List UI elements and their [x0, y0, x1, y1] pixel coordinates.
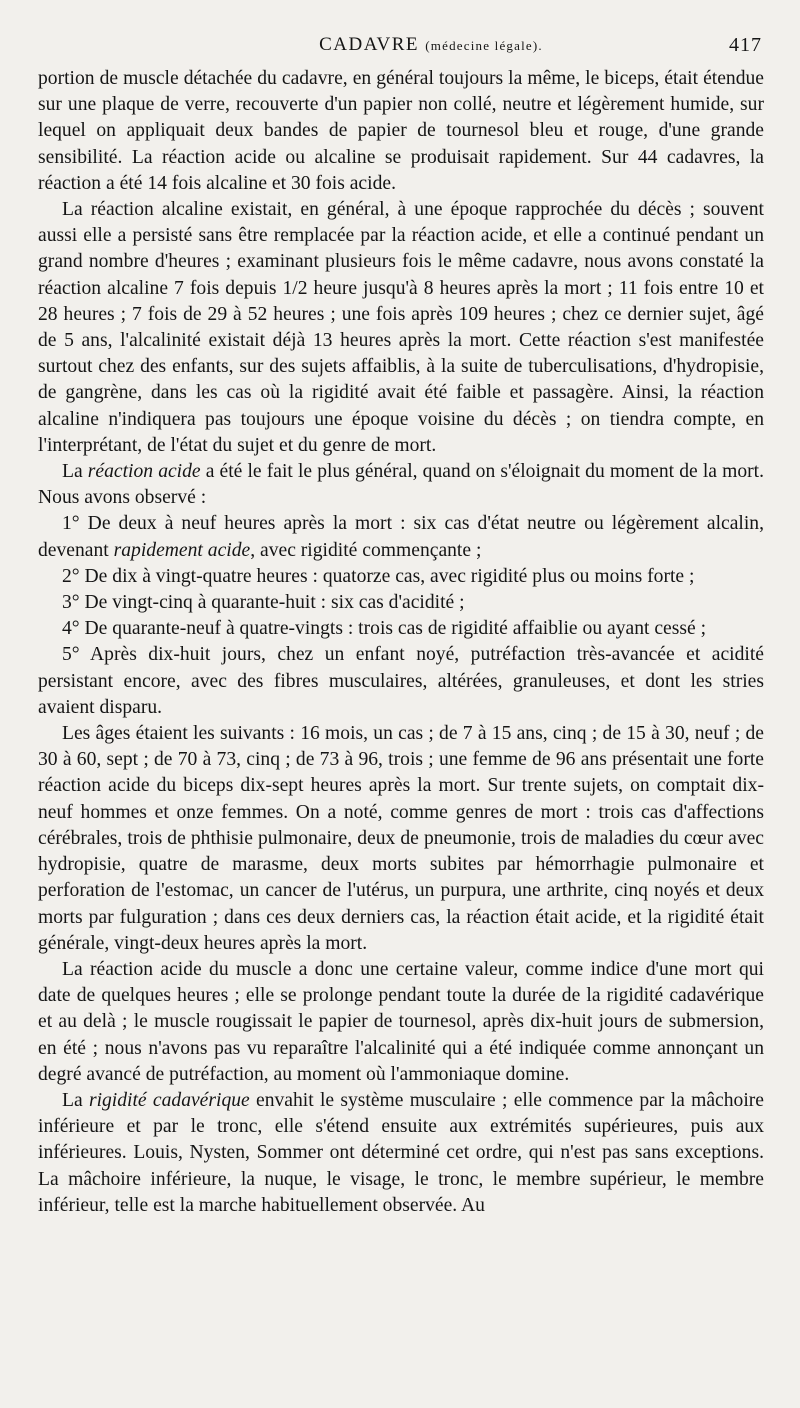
paragraph-5: La réaction acide du muscle a donc une certaine valeur, comme indice d'une mort qui date de quelques heures ; elle se prolonge pendant toute la durée de la rigidité cadavérique et au delà ; le muscle rougissait le papier de tournesol, après dix-huit jours de submersion, en été ; nous n'avons pas vu reparaître l'alcalinité qui a été indiquée comme annonçant un degré avancé de putréfaction, au moment où l'ammoniaque domine.	[38, 958, 764, 1085]
list-item-2: 2° De dix à vingt-quatre heures : quatorze cas, avec rigidité plus ou moins forte ;	[62, 565, 695, 587]
paragraph-3-rest: a été le fait le plus général, quand on s'éloignait du moment de la mort. Nous avons observé :	[38, 461, 764, 509]
running-title	[319, 30, 543, 61]
paragraph-1: portion de muscle détachée du cadavre, en général toujours la même, le biceps, était étendue sur une plaque de verre, recouverte d'un papier non collé, neutre et légèrement humide, sur lequel on appliquait deux bandes de papier de tournesol bleu et rouge, d'une grande sensibilité. La réaction acide ou alcaline se produisait rapidement. Sur 44 cadavres, la réaction a été 14 fois alcaline et 30 fois acide.	[38, 68, 764, 194]
page-number: 417	[729, 34, 762, 56]
running-title-sub: (médecine légale).	[425, 38, 543, 53]
paragraph-3-lead: La	[62, 461, 88, 483]
body-text	[38, 66, 764, 1219]
paragraph-2: La réaction alcaline existait, en général, à une époque rapprochée du décès ; souvent aussi elle a persisté sans être remplacée par la réaction acide, et elle a continué pendant un grand nombre d'heures ; examinant plusieurs fois le même cadavre, nous avons constaté la réaction alcaline 7 fois depuis 1/2 heure jusqu'à 8 heures après la mort ; 11 fois entre 10 et 28 heures ; 7 fois de 29 à 52 heures ; une fois après 109 heures ; chez ce dernier sujet, âgé de 5 ans, l'alcalinité existait déjà 13 heures après la mort. Cette réaction s'est manifestée surtout chez des enfants, sur des sujets affaiblis, à la suite de tuberculisations, d'hydropisie, de gangrène, dans les cas où la rigidité avait été faible et passagère. Ainsi, la réaction alcaline n'indiquera pas toujours une époque voisine du décès ; on tiendra compte, en l'interprétant, de l'état du sujet et du genre de mort.	[38, 199, 764, 456]
paragraph-6-lead: La	[62, 1089, 89, 1111]
paragraph-3	[38, 459, 764, 511]
list-item-5: 5° Après dix-huit jours, chez un enfant noyé, putréfaction très-avancée et acidité persistant encore, avec des fibres musculaires, altérées, granuleuses, et dont les stries avaient disparu.	[38, 644, 764, 718]
paragraph-6-emphasis: rigidité cadavérique	[88, 1089, 250, 1111]
paragraph-3-emphasis: réaction acide	[87, 461, 201, 483]
list-item-3: 3° De vingt-cinq à quarante-huit : six cas d'acidité ;	[62, 592, 465, 614]
list-item-1	[38, 511, 764, 563]
running-head	[38, 30, 764, 66]
paragraph-6-rest: envahit le système musculaire ; elle commence par la mâchoire inférieure et par le tronc, elle s'étend ensuite aux extrémités supérieures, puis aux inférieures. Louis, Nysten, Sommer ont déterminé cet ordre, qui n'est pas sans exceptions. La mâchoire inférieure, la nuque, le visage, le tronc, le membre supérieur, le membre inférieur, telle est la marche habituellement observée. Au	[38, 1089, 764, 1216]
paragraph-6	[38, 1088, 764, 1219]
running-title-main: CADAVRE	[319, 34, 420, 55]
paragraph-4: Les âges étaient les suivants : 16 mois, un cas ; de 7 à 15 ans, cinq ; de 15 à 30, neuf ; de 30 à 60, sept ; de 70 à 73, cinq ; de 73 à 96, trois ; une femme de 96 ans présentait une forte réaction acide du biceps dix-sept heures après la mort. Sur trente sujets, on comptait dix-neuf hommes et onze femmes. On a noté, comme genres de mort : trois cas d'affections cérébrales, trois de phthisie pulmonaire, deux de pneumonie, trois de maladies du cœur avec hydropisie, quatre de marasme, deux morts subites par hémorrhagie pulmonaire et perforation de l'estomac, un cancer de l'utérus, un purpura, une arthrite, cinq noyés et deux morts par fulguration ; dans ces deux derniers cas, la réaction était acide, et la rigidité était générale, vingt-deux heures après la mort.	[38, 723, 764, 954]
list-item-4: 4° De quarante-neuf à quatre-vingts : trois cas de rigidité affaiblie ou ayant cessé ;	[62, 618, 707, 640]
list-item-1-emphasis: rapidement acide	[113, 539, 251, 561]
list-item-1-lead: 1° De deux à neuf heures après la mort : six cas d'état neutre ou légèrement alcalin, devenant	[38, 513, 764, 561]
list-item-1-rest: , avec rigidité commençante ;	[250, 539, 482, 561]
